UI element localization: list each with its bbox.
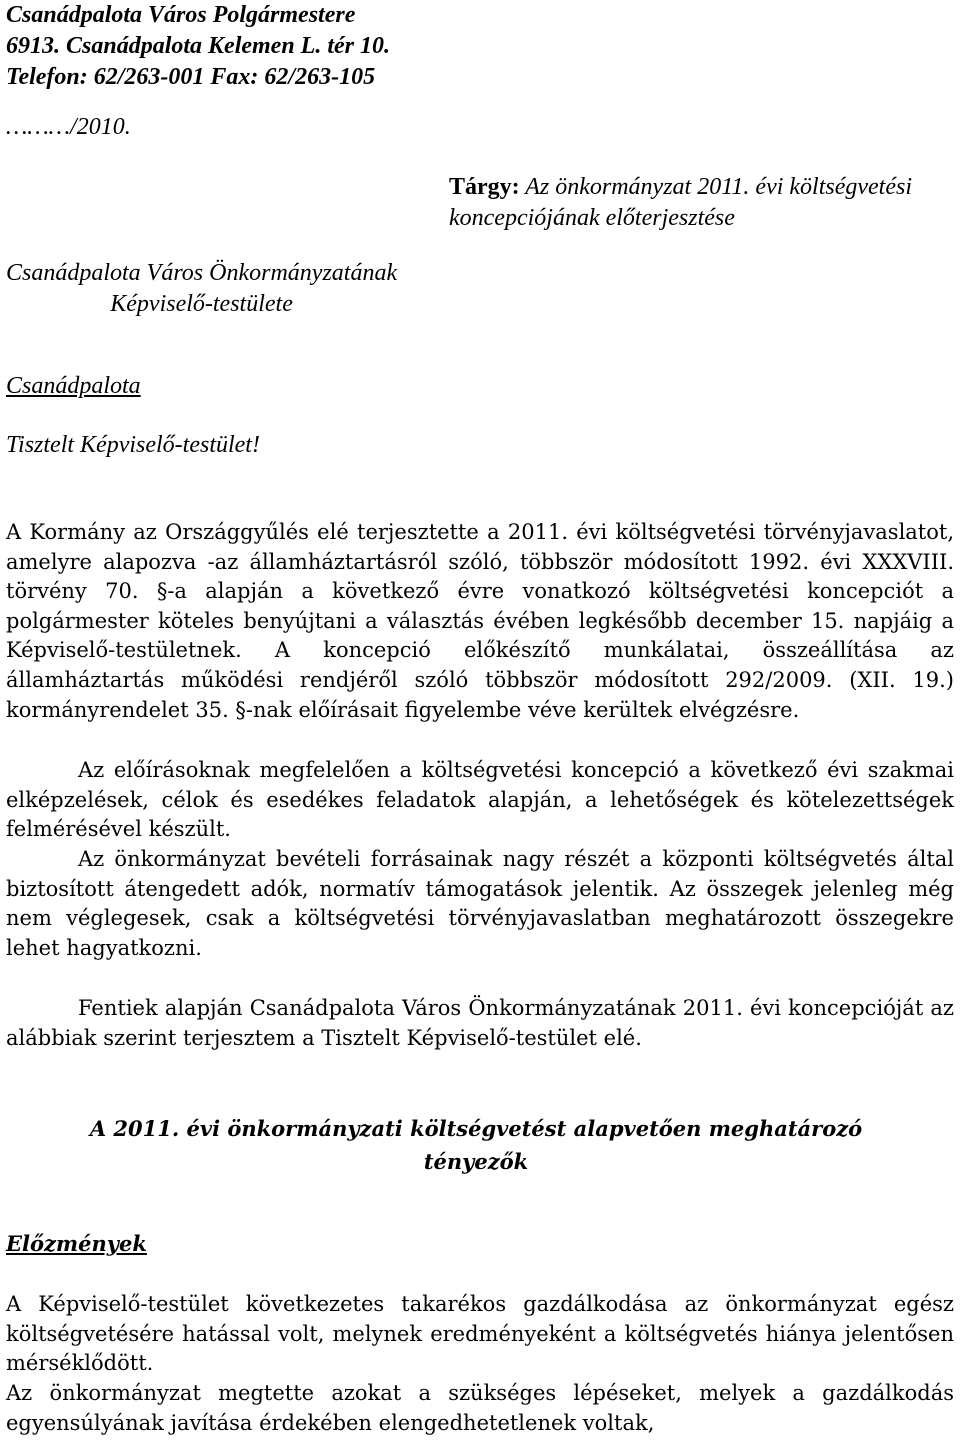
paragraph-3 [6,845,954,963]
section-heading [36,1112,916,1178]
section-heading-line-1: A 2011. évi önkormányzati költségvetést alapvetően meghatározó [89,1116,863,1141]
paragraph-3-text: Az önkormányzat bevételi forrásainak nagy részét a központi költségvetés által biztosított átengedett adók, normatív támogatások jelentik. Az összegek jelenleg még nem véglegesek, csak a költségvetési törvényjavaslatban meghatározott összegekre lehet hagyatkozni. [6,847,954,960]
subject-line-1: Az önkormányzat 2011. évi költségvetési [519,174,913,200]
paragraph-6: Az önkormányzat megtette azokat a szükséges lépéseket, melyek a gazdálkodás egyensúlyának javítása érdekében elengedhetetlenek voltak, [6,1381,954,1435]
city-name: Csanádpalota [6,373,141,399]
section-heading-line-2: tényezők [423,1149,529,1174]
reference-number: ………/2010. [6,114,131,140]
letterhead [6,0,390,93]
letterhead-phone-fax: Telefon: 62/263-001 Fax: 62/263-105 [6,64,376,90]
paragraph-5: A Képviselő-testület következetes takarékos gazdálkodása az önkormányzat egész költségvetésére hatással volt, melynek eredményeként a költségvetés hiánya jelentősen mérséklődött. [6,1292,954,1376]
subject-label: Tárgy: [449,174,520,200]
salutation: Tisztelt Képviselő-testület! [6,432,260,458]
letterhead-address: 6913. Csanádpalota Kelemen L. tér 10. [6,33,390,59]
subheading-elozmenyek: Előzmények [6,1231,147,1256]
paragraph-4-text: Fentiek alapján Csanádpalota Város Önkormányzatának 2011. évi koncepcióját az alábbiak szerint terjesztem a Tisztelt Képviselő-testület elé. [6,996,954,1050]
subject-line-2: koncepciójának előterjesztése [449,205,735,231]
subject-block [449,172,912,234]
paragraph-2 [6,756,954,845]
addressee-line-1: Csanádpalota Város Önkormányzatának [6,260,398,286]
paragraph-4 [6,994,954,1053]
paragraph-1: A Kormány az Országgyűlés elé terjesztette a 2011. évi költségvetési törvényjavaslatot, amelyre alapozva -az államháztartásról szóló, többször módosított 1992. évi XXXVIII. törvény 70. §-a alapján a következő évre vonatkozó költségvetési koncepciót a polgármester köteles benyújtani a választás évében legkésőbb december 15. napjáig a Képviselő-testületnek. A koncepció előkészítő munkálatai, összeállítása az államháztartás működési rendjéről szóló többször módosított 292/2009. (XII. 19.) kormányrendelet 35. §-nak előírásait figyelembe véve kerültek elvégzésre. [6,520,954,722]
addressee-line-2: Képviselő-testülete [110,291,293,317]
paragraph-2-text: Az előírásoknak megfelelően a költségvetési koncepció a következő évi szakmai elképzelések, célok és esedékes feladatok alapján, a lehetőségek és kötelezettségek felmérésével készült. [6,758,954,842]
letterhead-office: Csanádpalota Város Polgármestere [6,2,356,28]
addressee-block [6,258,397,320]
